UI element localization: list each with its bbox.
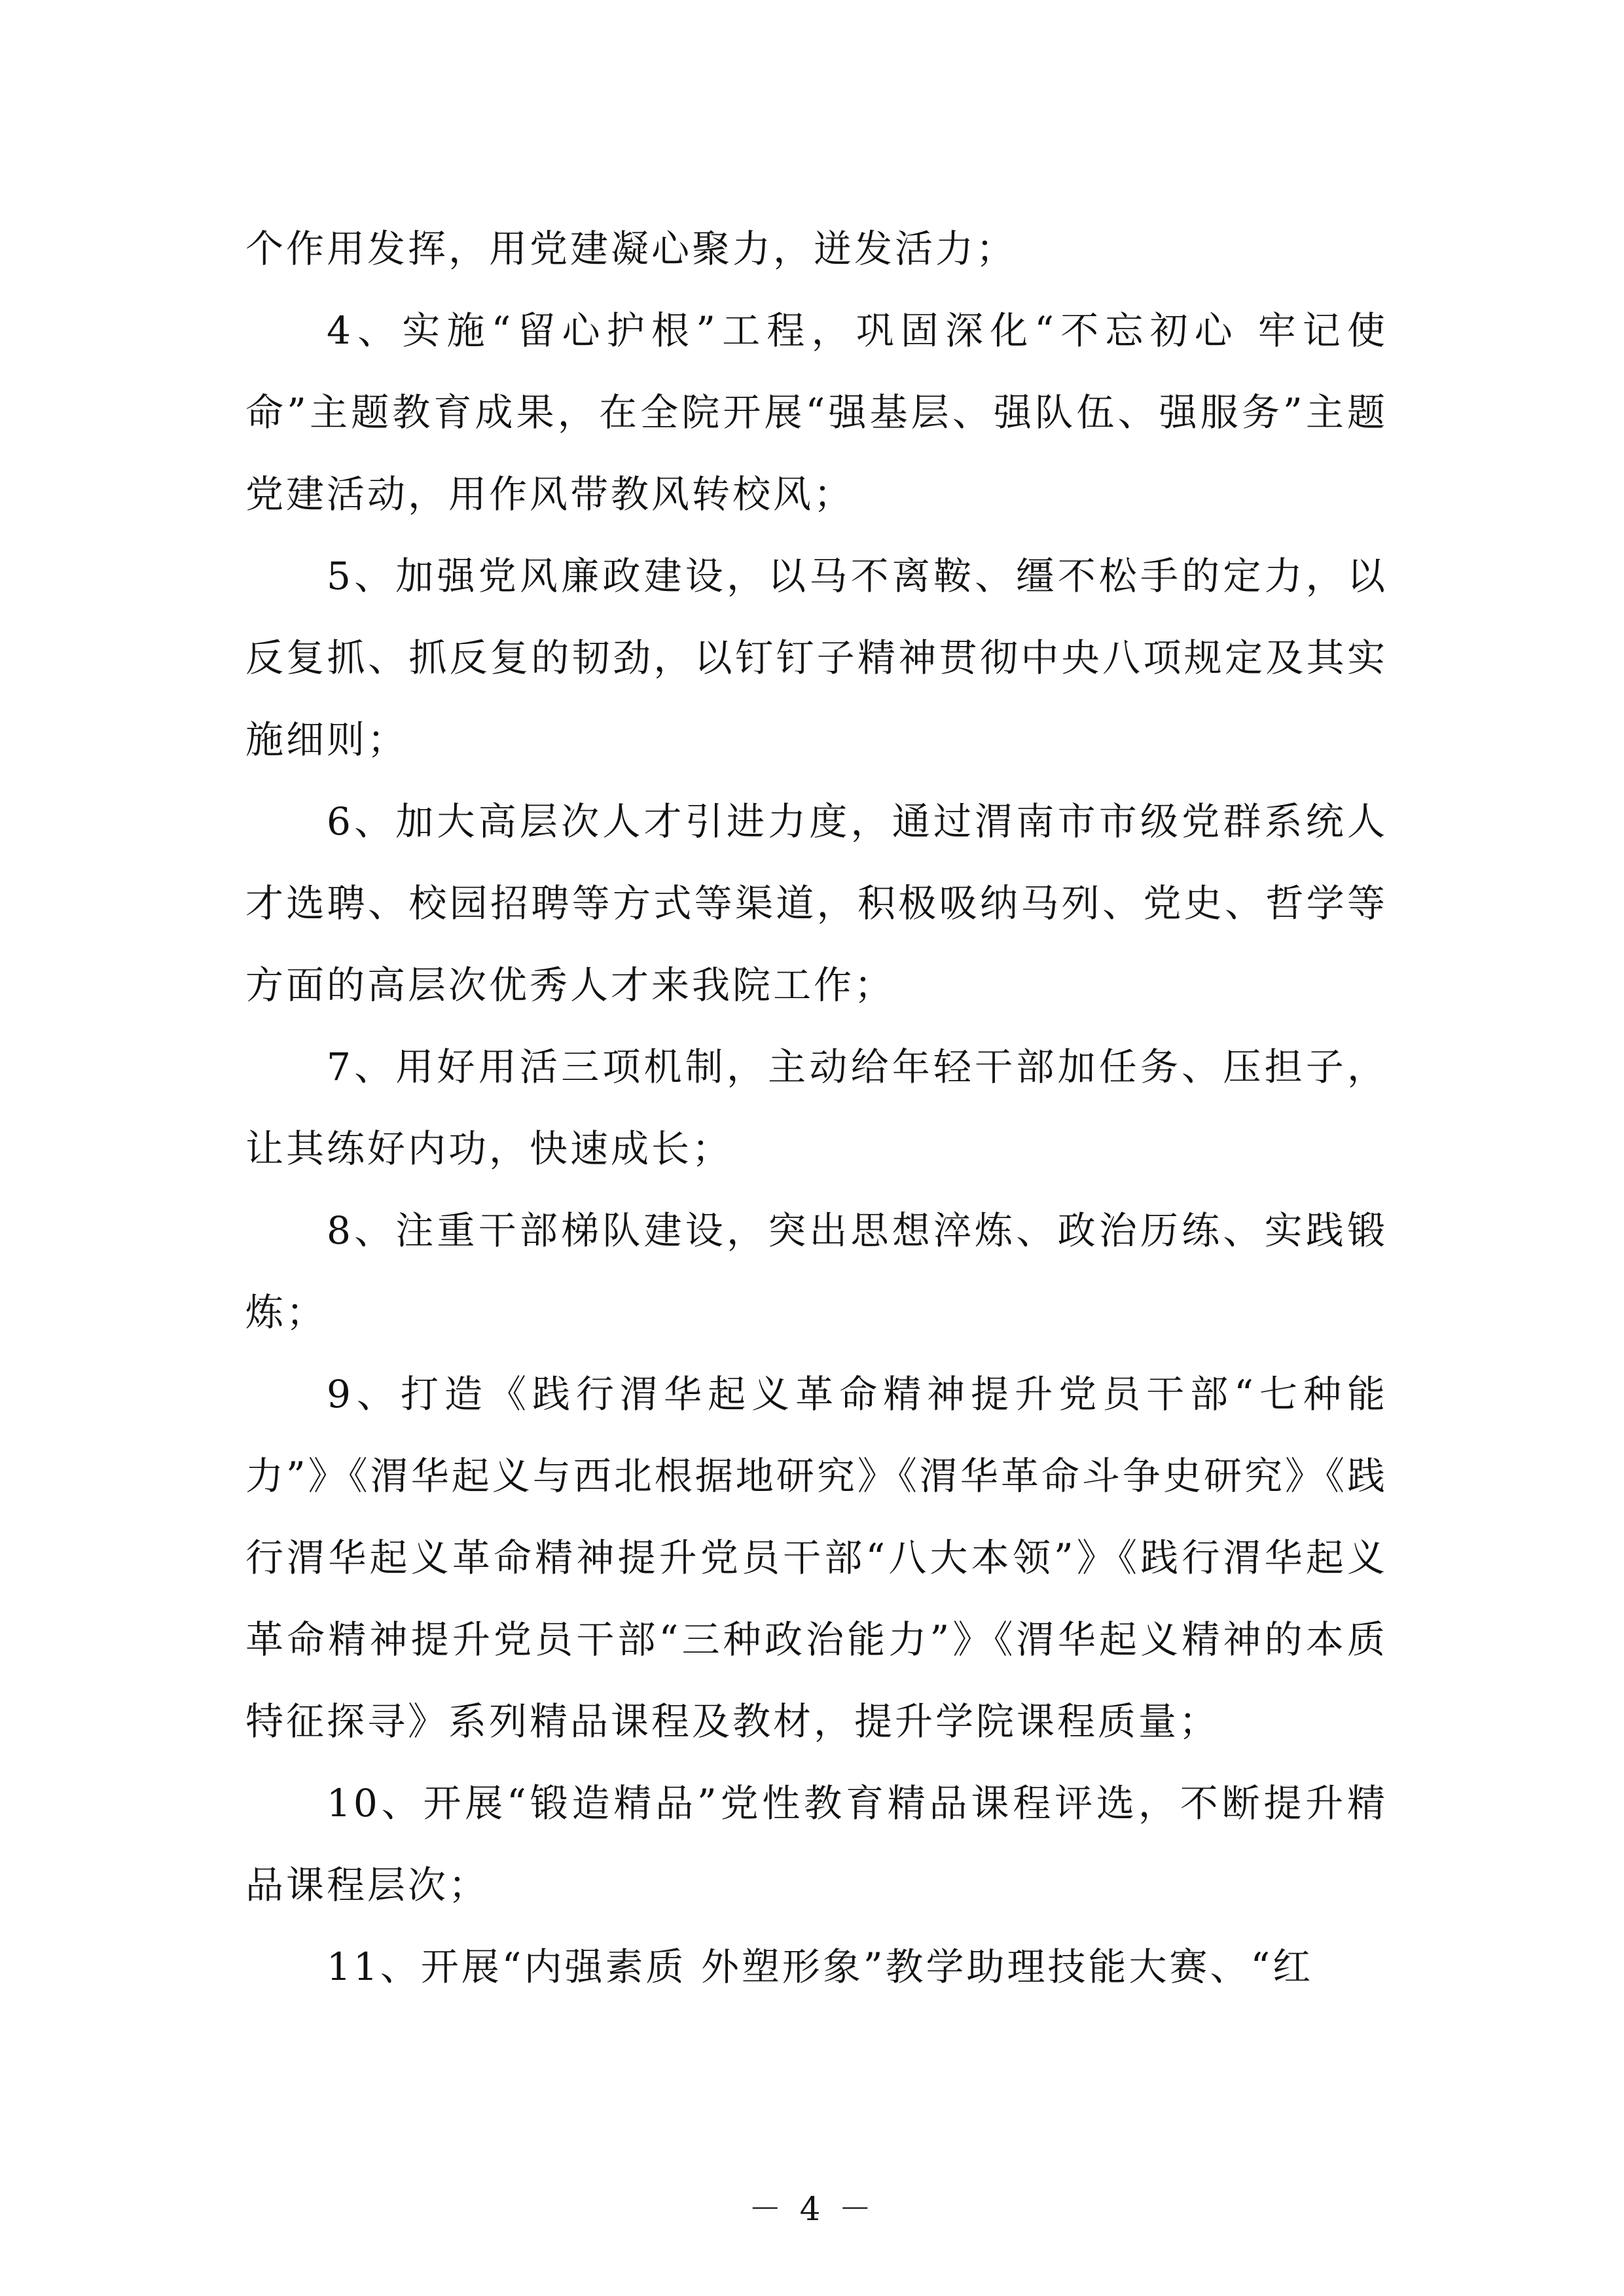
paragraph-item-6: 6、加大高层次人才引进力度，通过渭南市市级党群系统人才选聘、校园招聘等方式等渠道，积极吸纳马列、党史、哲学等方面的高层次优秀人才来我院工作； <box>245 799 1388 1007</box>
paragraph-item-11: 11、开展“内强素质 外塑形象”教学助理技能大赛、“红 <box>327 1945 1314 1989</box>
paragraph-continuation: 个作用发挥，用党建凝心聚力，迸发活力； <box>245 226 1017 271</box>
paragraph-item-9: 9、打造《践行渭华起义革命精神提升党员干部“七种能力”》《渭华起义与西北根据地研究》《渭华革命斗争史研究》《践行渭华起义革命精神提升党员干部“八大本领”》《践行渭华起义革命精神提升党员干部“三种政治能力”》《渭华起义精神的本质特征探寻》系列精品课程及教材，提升学院课程质量； <box>245 1372 1388 1744</box>
body-text <box>245 208 1388 2008</box>
page-number: － 4 － <box>748 2190 876 2228</box>
paragraph-item-5: 5、加强党风廉政建设，以马不离鞍、缰不松手的定力，以反复抓、抓反复的韧劲，以钉钉子精神贯彻中央八项规定及其实施细则； <box>245 554 1388 762</box>
paragraph-item-8: 8、注重干部梯队建设，突出思想淬炼、政治历练、实践锻炼； <box>245 1208 1388 1335</box>
paragraph-item-7: 7、用好用活三项机制，主动给年轻干部加任务、压担子，让其练好内功，快速成长； <box>245 1045 1388 1171</box>
paragraph-item-4: 4、实施“留心护根”工程，巩固深化“不忘初心 牢记使命”主题教育成果，在全院开展“强基层、强队伍、强服务”主题党建活动，用作风带教风转校风； <box>245 308 1388 516</box>
paragraph-item-10: 10、开展“锻造精品”党性教育精品课程评选，不断提升精品课程层次； <box>245 1781 1388 1907</box>
